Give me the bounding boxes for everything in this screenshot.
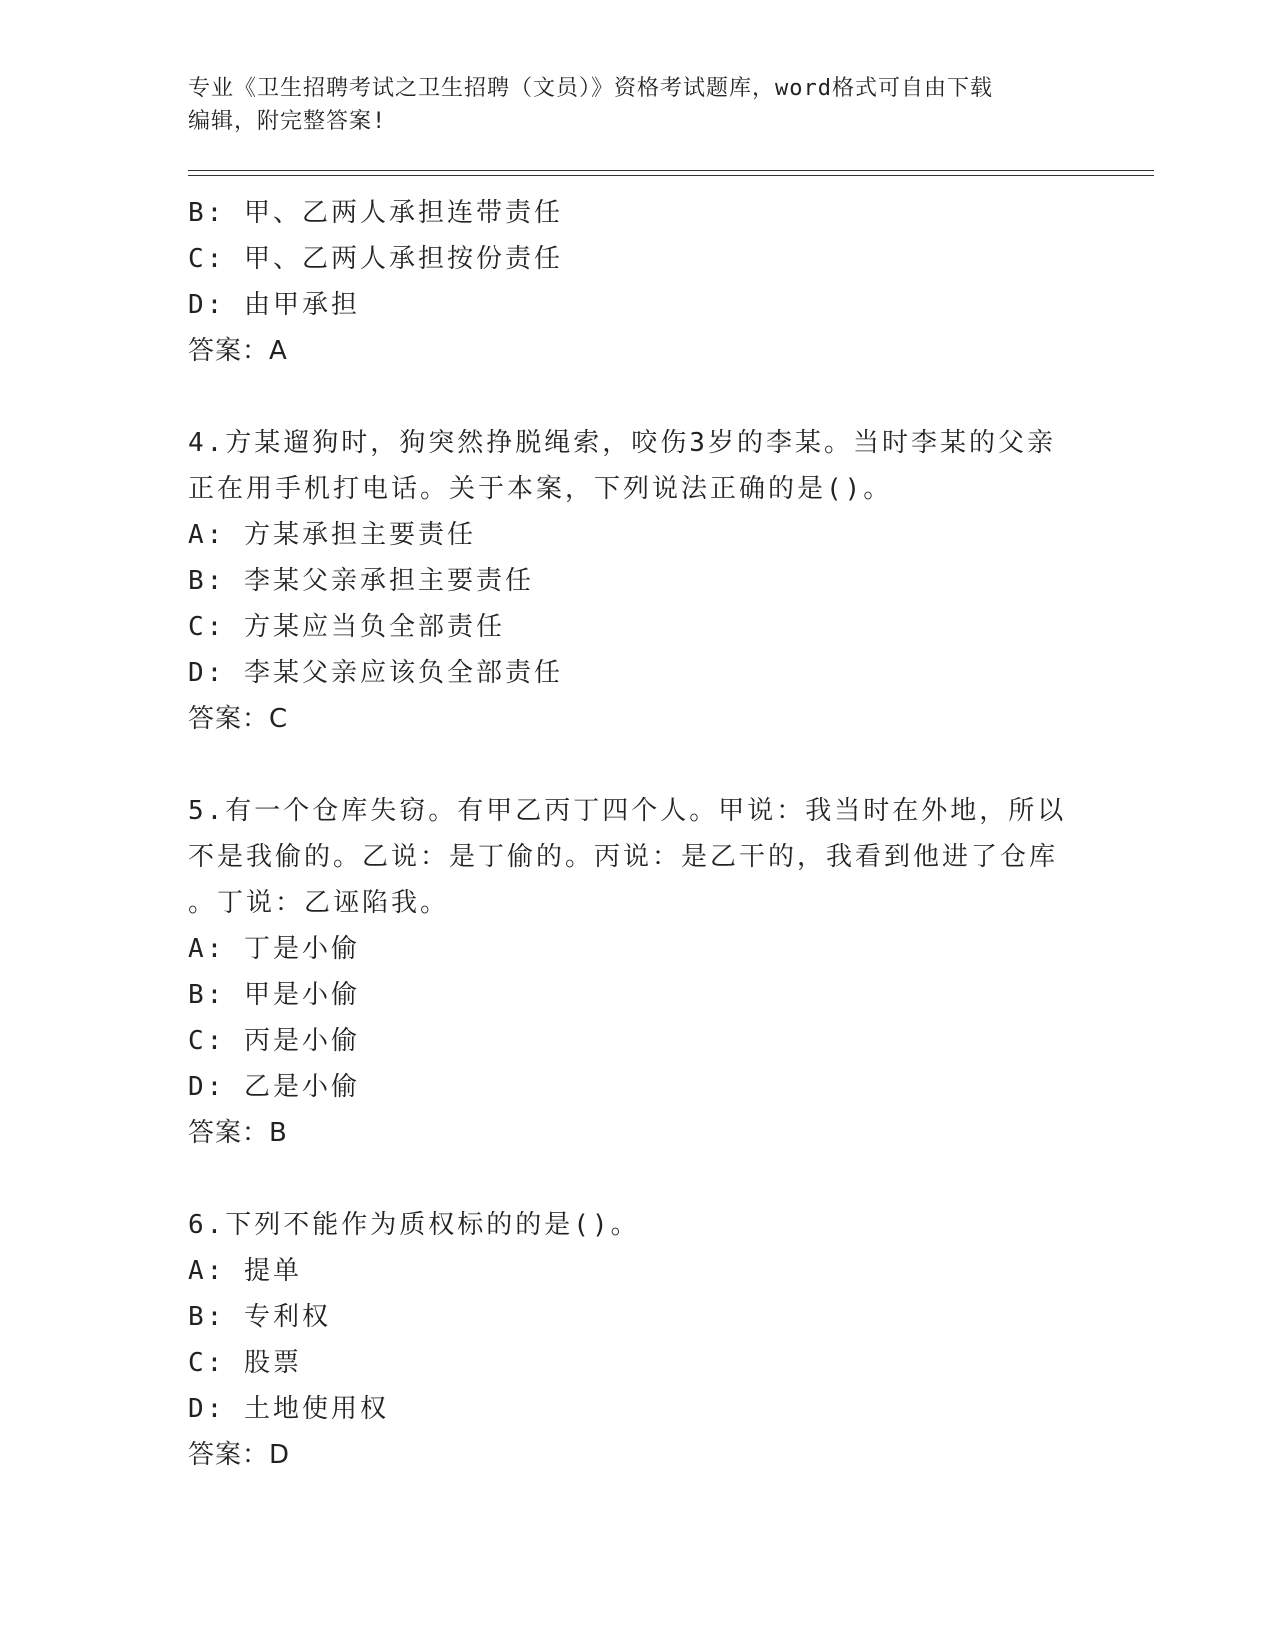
option-c: C: 股票 — [188, 1348, 302, 1378]
option-d: D: 由甲承担 — [188, 290, 360, 320]
option-c: C: 方某应当负全部责任 — [188, 612, 505, 642]
option-d: D: 李某父亲应该负全部责任 — [188, 658, 563, 688]
option-d: D: 土地使用权 — [188, 1394, 389, 1424]
answer-label: 答案：A — [188, 336, 288, 366]
option-c: C: 丙是小偷 — [188, 1026, 360, 1056]
option-b: B: 甲、乙两人承担连带责任 — [188, 198, 563, 228]
question-5 — [188, 788, 1088, 1156]
answer-label: 答案：B — [188, 1118, 288, 1148]
header-line-2: 编辑，附完整答案! — [188, 109, 387, 134]
question-stem-line: 6.下列不能作为质权标的的是()。 — [188, 1210, 640, 1240]
option-b: B: 甲是小偷 — [188, 980, 360, 1010]
option-a: A: 丁是小偷 — [188, 934, 360, 964]
header-line-1: 专业《卫生招聘考试之卫生招聘（文员）》资格考试题库，word格式可自由下载 — [188, 76, 993, 101]
answer-label: 答案：C — [188, 704, 289, 734]
option-c: C: 甲、乙两人承担按份责任 — [188, 244, 563, 274]
spacer — [188, 1156, 1088, 1202]
document-header — [188, 72, 1088, 138]
option-d: D: 乙是小偷 — [188, 1072, 360, 1102]
header-divider-bottom — [188, 175, 1154, 176]
answer-label: 答案：D — [188, 1440, 291, 1470]
option-a: A: 方某承担主要责任 — [188, 520, 476, 550]
option-b: B: 李某父亲承担主要责任 — [188, 566, 534, 596]
question-4 — [188, 420, 1088, 742]
option-a: A: 提单 — [188, 1256, 302, 1286]
question-content — [188, 190, 1088, 1478]
question-stem-line: 。丁说：乙诬陷我。 — [188, 888, 450, 918]
header-divider-top — [188, 170, 1154, 171]
question-stem-line: 5.有一个仓库失窃。有甲乙丙丁四个人。甲说：我当时在外地，所以 — [188, 796, 1067, 826]
question-stem-line: 正在用手机打电话。关于本案，下列说法正确的是()。 — [188, 474, 893, 504]
question-6 — [188, 1202, 1088, 1478]
question-stem-line: 4.方某遛狗时，狗突然挣脱绳索，咬伤3岁的李某。当时李某的父亲 — [188, 428, 1056, 458]
question-3-tail — [188, 190, 1088, 374]
option-b: B: 专利权 — [188, 1302, 331, 1332]
spacer — [188, 742, 1088, 788]
spacer — [188, 374, 1088, 420]
question-stem-line: 不是我偷的。乙说：是丁偷的。丙说：是乙干的，我看到他进了仓库 — [188, 842, 1059, 872]
